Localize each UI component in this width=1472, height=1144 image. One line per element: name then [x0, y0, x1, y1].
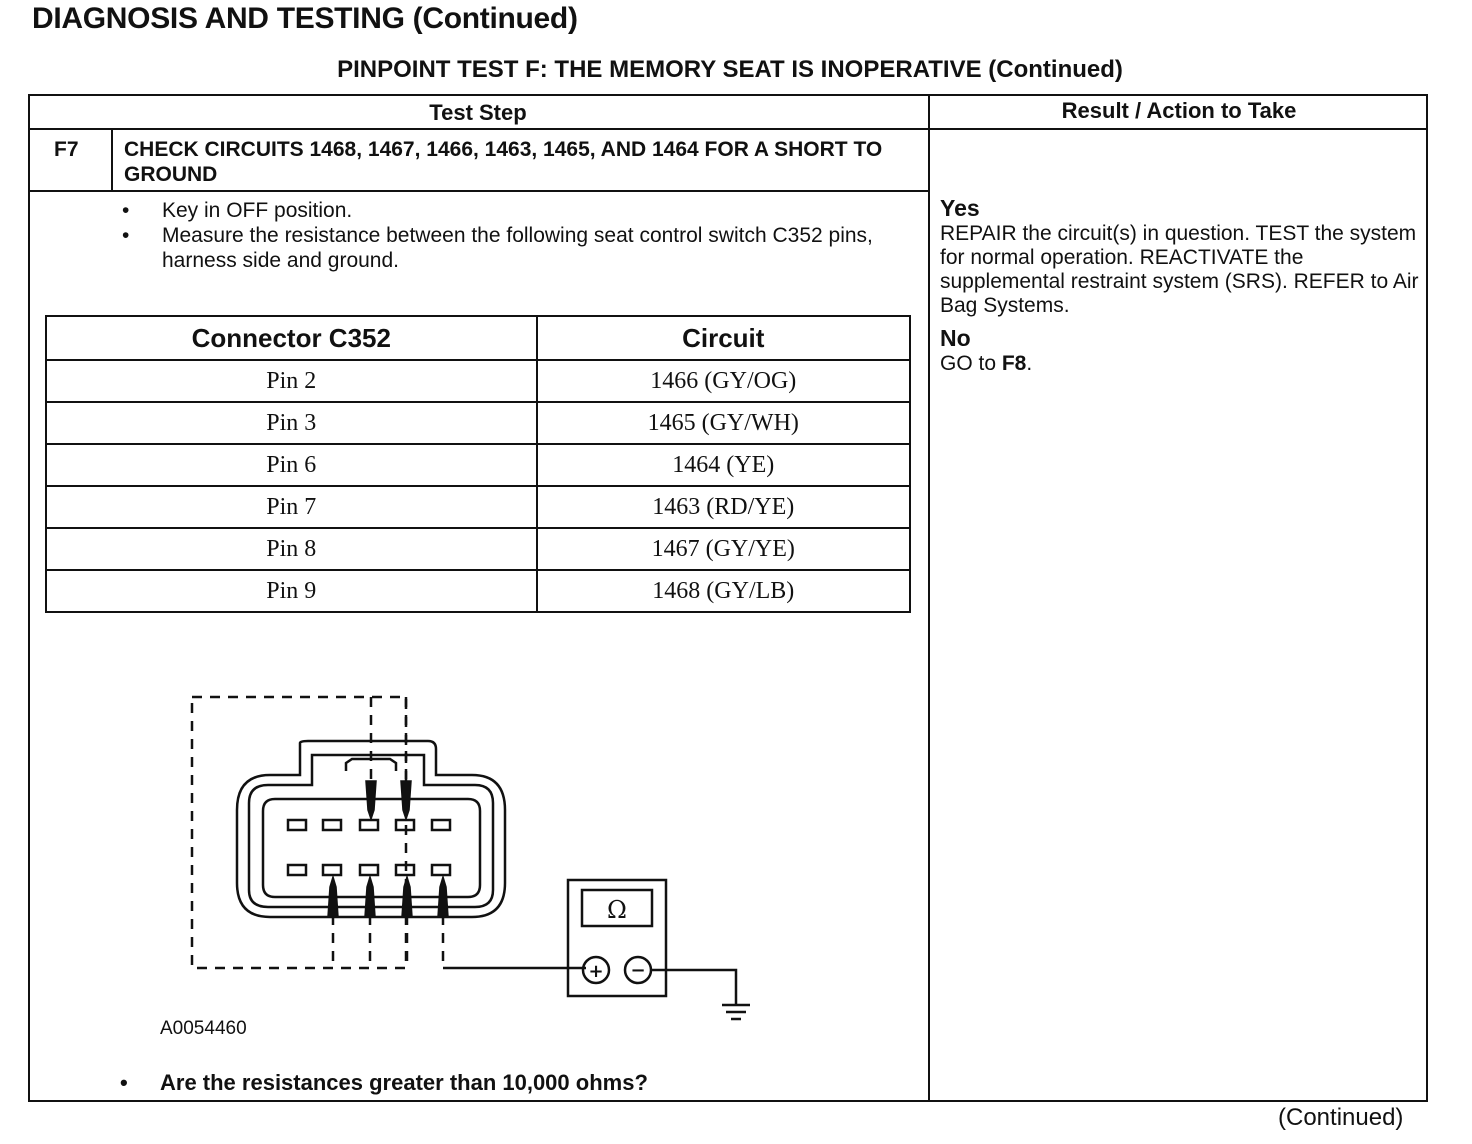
step-id: F7 — [54, 138, 79, 161]
step-title: CHECK CIRCUITS 1468, 1467, 1466, 1463, 1465, AND 1464 FOR A SHORT TO GROUND — [124, 138, 883, 186]
bullet-icon: • — [120, 1070, 128, 1095]
pin-cell: Pin 7 — [46, 486, 537, 528]
ground-lead — [651, 970, 736, 1005]
table-row — [46, 528, 910, 570]
table-row — [46, 570, 910, 612]
pin-slot — [323, 820, 341, 830]
step-question: • Are the resistances greater than 10,000 ohms? — [120, 1070, 648, 1095]
column-divider — [928, 94, 930, 1102]
circuit-cell: 1467 (GY/YE) — [537, 528, 910, 570]
table-row — [46, 444, 910, 486]
step-instructions — [120, 198, 920, 273]
yes-action: REPAIR the circuit(s) in question. TEST the system for normal operation. REACTIVATE the supplemental restraint system (SRS). REFER to Air Bag Systems. — [940, 222, 1419, 317]
pin-slot — [432, 865, 450, 875]
column-header-result: Result / Action to Take — [1061, 98, 1297, 123]
no-action: GO to F8. — [940, 352, 1033, 375]
header-divider — [28, 128, 1428, 130]
circuit-cell: 1464 (YE) — [537, 444, 910, 486]
probe-tip-icon — [401, 781, 411, 819]
probe-tip-icon — [328, 877, 338, 917]
probe-tip-icon — [402, 877, 412, 917]
bullet-icon: • — [122, 199, 130, 222]
pin-cell: Pin 2 — [46, 360, 537, 402]
continued-footer: (Continued) — [1278, 1104, 1404, 1131]
connector-table — [45, 315, 911, 613]
table-header-connector: Connector C352 — [46, 316, 537, 360]
probe-tip-icon — [438, 877, 448, 917]
column-header-test-step: Test Step — [429, 100, 527, 125]
pin-cell: Pin 6 — [46, 444, 537, 486]
pin-slot — [323, 865, 341, 875]
probe-tip-icon — [365, 877, 375, 917]
pin-slot — [288, 820, 306, 830]
figure-id: A0054460 — [160, 1018, 247, 1039]
test-title: PINPOINT TEST F: THE MEMORY SEAT IS INOPERATIVE (Continued) — [337, 56, 1123, 83]
probe-tip-icon — [366, 781, 376, 819]
yes-label: Yes — [940, 195, 980, 221]
circuit-cell: 1466 (GY/OG) — [537, 360, 910, 402]
ohm-symbol: Ω — [607, 896, 627, 924]
pin-slot — [432, 820, 450, 830]
circuit-cell: 1465 (GY/WH) — [537, 402, 910, 444]
page-title: DIAGNOSIS AND TESTING (Continued) — [32, 2, 578, 35]
pin-cell: Pin 8 — [46, 528, 537, 570]
ground-icon — [722, 1005, 750, 1019]
pin-slot — [360, 820, 378, 830]
table-row — [46, 360, 910, 402]
harness-outline — [192, 697, 406, 968]
circuit-cell: 1463 (RD/YE) — [537, 486, 910, 528]
list-item: • Key in OFF position. — [122, 199, 353, 222]
pin-slot — [360, 865, 378, 875]
table-row — [46, 402, 910, 444]
minus-icon: − — [630, 960, 646, 981]
step-id-divider — [111, 128, 113, 190]
connector-diagram — [180, 685, 780, 1025]
list-item: • Measure the resistance between the following seat control switch C352 pins, harness side and ground. — [122, 224, 873, 272]
circuit-cell: 1468 (GY/LB) — [537, 570, 910, 612]
table-row — [46, 486, 910, 528]
pin-slot — [288, 865, 306, 875]
no-target-link[interactable]: F8 — [1001, 352, 1027, 375]
step-title-divider — [28, 190, 928, 192]
table-header-circuit: Circuit — [537, 316, 910, 360]
pin-cell: Pin 9 — [46, 570, 537, 612]
plus-icon: + — [588, 961, 604, 982]
bullet-icon: • — [122, 224, 130, 247]
result-action — [940, 194, 1426, 376]
no-label: No — [940, 325, 971, 351]
pin-cell: Pin 3 — [46, 402, 537, 444]
